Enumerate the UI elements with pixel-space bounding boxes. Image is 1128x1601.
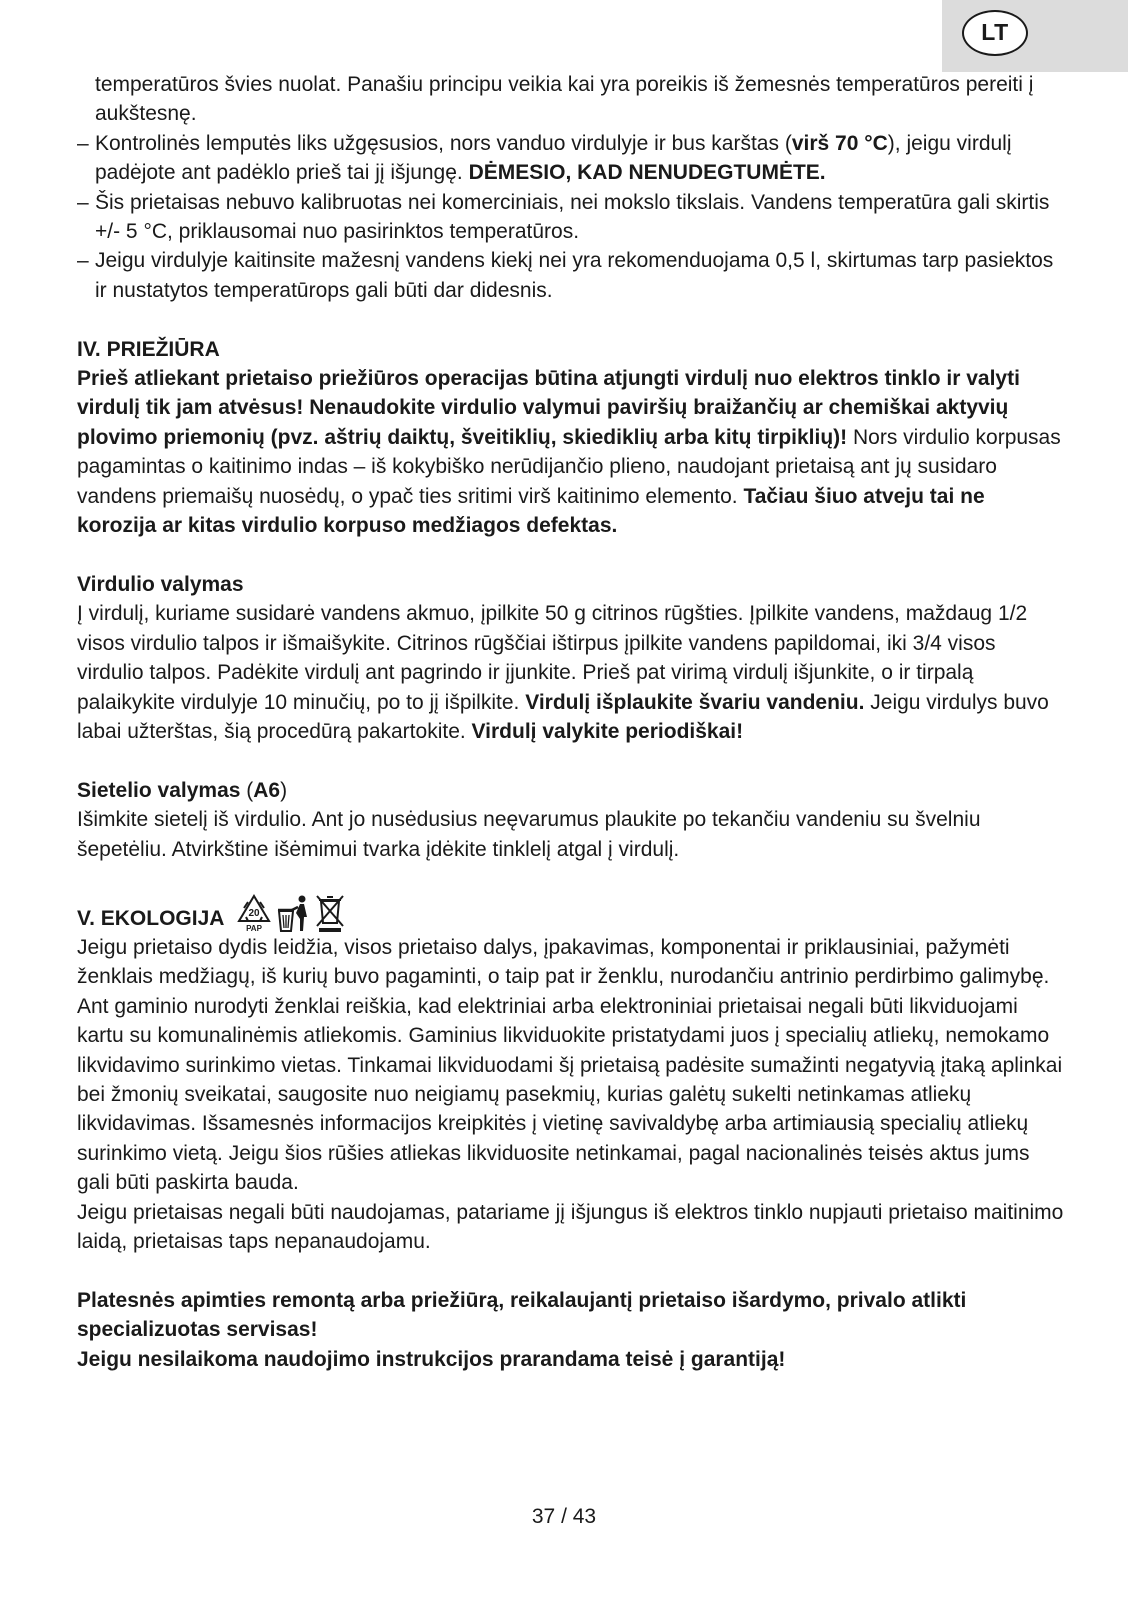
heading-paren: ) xyxy=(280,778,288,802)
maintenance-text: Nors virdulio korpusas pagamintas o kaitinimo indas – iš kokybiško nerūdijančio plieno, naudojant prietaisą ant jų susidaro vandens priemaišų nuosėdų, o ypač ties sritimi virš kaitinimo elemento. xyxy=(77,425,1061,508)
ecology-icons xyxy=(234,893,346,933)
crossed-bin-icon xyxy=(314,893,346,933)
document-body xyxy=(77,70,1067,1374)
bullet-item xyxy=(77,188,1067,247)
bullet-dash: – xyxy=(77,190,89,214)
filter-cleaning-heading xyxy=(77,776,1067,805)
kettle-cleaning-bold: Virdulį valykite periodiškai! xyxy=(471,719,744,743)
closing-warranty-note xyxy=(77,1345,1067,1374)
closing-service-note xyxy=(77,1286,1067,1345)
kettle-cleaning-paragraph xyxy=(77,599,1067,746)
recycle-pap-20-icon xyxy=(234,893,274,933)
kettle-cleaning-heading xyxy=(77,570,1067,599)
bullet-text: Kontrolinės lemputės liks užgęsusios, nors vanduo virdulyje ir bus karštas ( xyxy=(95,131,792,155)
bullet-item xyxy=(77,129,1067,188)
kettle-cleaning-text: Jeigu virdulys buvo labai užterštas, šią procedūrą pakartokite. xyxy=(77,690,1049,743)
warning-text: DĖMESIO, KAD NENUDEGTUMĖTE. xyxy=(468,161,826,185)
spacer xyxy=(77,864,1067,887)
language-tab xyxy=(942,0,1128,72)
kettle-cleaning-section xyxy=(77,570,1067,746)
figure-reference: A6 xyxy=(253,778,281,802)
ecology-heading-row xyxy=(77,893,1067,933)
closing-section xyxy=(77,1286,1067,1374)
section-heading: IV. PRIEŽIŪRA xyxy=(77,337,220,361)
kettle-cleaning-text: Į virdulį, kuriame susidarė vandens akmuo, įpilkite 50 g citrinos rūgšties. Įpilkite vandens, maždaug 1/2 visos virdulio talpos ir išmaišykite. Citrinos rūgščiai ištirpus įpilkite vandens papildomai, iki 3/4 visos virdulio talpos. Padėkite virdulį ant pagrindo ir įjunkite. Prieš pat virimą virdulį išjunkite, o ir tirpalą palaikykite virdulyje 10 minučių, po to jį išpilkite. xyxy=(77,602,1028,714)
section-heading: V. EKOLOGIJA xyxy=(77,906,225,930)
intro-continuation: temperatūros švies nuolat. Panašiu principu veikia kai yra poreikis iš žemesnės temperatūros pereiti į aukštesnę. xyxy=(95,73,1034,126)
section-heading: Sietelio valymas xyxy=(77,778,241,802)
ecology-paragraph: Jeigu prietaiso dydis leidžia, visos prietaiso dalys, įpakavimas, komponentai ir priklausiniai, pažymėti ženklais medžiagų, iš kurių buvo pagaminti, o taip pat ir ženklu, nurodančiu antrinio perdirbimo galimybę. Ant gaminio nurodyti ženklai reiškia, kad elektriniai arba elektroniniai prietaisai negali būti likviduojami kartu su komunalinėmis atliekomis. Gaminius likviduokite pristatydami juos į specialių atliekų, nemokamo likvidavimo surinkimo vietas. Tinkamai likviduodami šį prietaisą padėsite sumažinti negatyvią įtaką aplinkai bei žmonių sveikatai, saugosite nuo neigiamų pasekmių, kurias galėtų sukelti netinkamas atliekų likvidavimas. Išsamesnės informacijos kreipkitės į vietinę savivaldybę arba artimiausią specialių atliekų surinkimo vietą. Jeigu šios rūšies atliekas likviduosite netinkamai, pagal nacionalinės teisės aktus jums gali būti paskirta bauda. xyxy=(77,935,1063,1195)
spacer xyxy=(77,746,1067,775)
maintenance-heading xyxy=(77,335,1067,364)
heading-paren: ( xyxy=(240,778,254,802)
maintenance-note: Tačiau šiuo atveju tai ne korozija ar kitas virdulio korpuso medžiagos defektas. xyxy=(77,484,985,538)
bullet-dash: – xyxy=(77,249,89,273)
ecology-section xyxy=(77,893,1067,1256)
intro-bullet-list xyxy=(77,129,1067,305)
ecology-paragraph: Jeigu prietaisas negali būti naudojamas, patariame jį išjungus iš elektros tinklo nupjauti prietaiso maitinimo laidą, prietaisas taps nepanaudojamu. xyxy=(77,1200,1064,1253)
spacer xyxy=(77,1256,1067,1285)
language-badge: LT xyxy=(962,10,1028,56)
bullet-item xyxy=(77,246,1067,305)
bullet-dash: – xyxy=(77,131,89,155)
closing-bold-text: Jeigu nesilaikoma naudojimo instrukcijos prarandama teisė į garantiją! xyxy=(77,1347,786,1371)
bullet-bold-text: virš 70 °C xyxy=(791,131,888,155)
maintenance-section xyxy=(77,335,1067,541)
bullet-text: Šis prietaisas nebuvo kalibruotas nei komerciniais, nei mokslo tikslais. Vandens temperatūra gali skirtis +/- 5 °C, priklausomai nuo pasirinktos temperatūros. xyxy=(95,190,1050,244)
person-bin-icon xyxy=(276,893,312,933)
section-heading: Virdulio valymas xyxy=(77,572,244,596)
kettle-cleaning-bold: Virdulį išplaukite švariu vandeniu. xyxy=(525,690,865,714)
spacer xyxy=(77,540,1067,569)
closing-bold-text: Platesnės apimties remontą arba priežiūrą, reikalaujantį prietaiso išardymo, privalo atlikti specializuotas servisas! xyxy=(77,1288,967,1342)
filter-cleaning-section xyxy=(77,776,1067,864)
spacer xyxy=(77,305,1067,334)
maintenance-paragraph xyxy=(77,364,1067,540)
maintenance-warning: Prieš atliekant prietaiso priežiūros operacijas būtina atjungti virdulį nuo elektros tinklo ir valyti virdulį tik jam atvėsus! Nenaudokite virdulio valymui paviršių braižančių ar chemiškai aktyvių plovimo priemonių (pvz. aštrių daiktų, šveitiklių, skiediklių arba kitų tirpiklių)! xyxy=(77,367,1020,449)
page-number: 37 / 43 xyxy=(531,1505,597,1528)
recycle-code: 20 xyxy=(248,907,260,919)
filter-cleaning-paragraph: Išimkite sietelį iš virdulio. Ant jo nusėdusius neęvarumus plaukite po tekančiu vandeniu su švelniu šepetėliu. Atvirkštine išėmimui tvarka įdėkite tinklelį atgal į virdulį. xyxy=(77,808,981,861)
bullet-text: ), jeigu virdulį padėjote ant padėklo prieš tai jį išjungę. xyxy=(95,131,1012,185)
bullet-text: Jeigu virdulyje kaitinsite mažesnį vandens kiekį nei yra rekomenduojama 0,5 l, skirtumas tarp pasiektos ir nustatytos temperatūrops gali būti dar didesnis. xyxy=(95,249,1054,302)
recycle-label: PAP xyxy=(246,923,263,933)
